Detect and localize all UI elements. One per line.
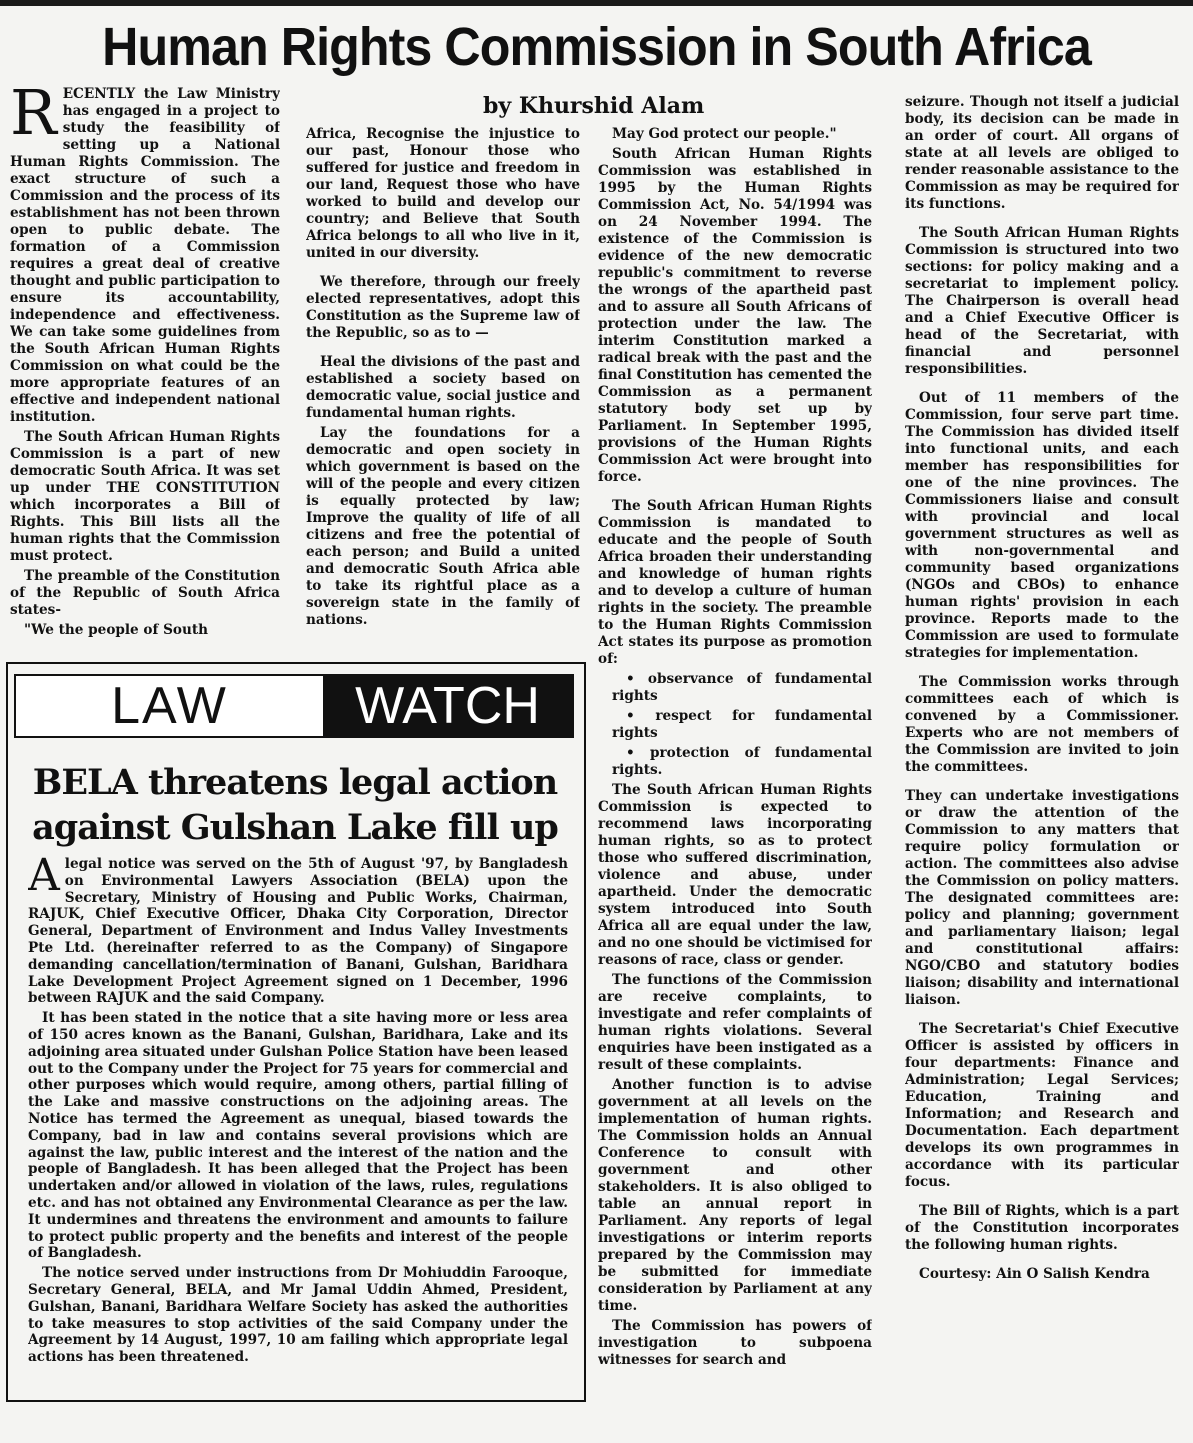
- drop-cap: A: [28, 856, 60, 901]
- paragraph: The South African Human Rights Commission is mandated to educate and the people of South Africa broaden their understanding and knowledge of human rights and to develop a culture of human rights in the society. The preamble to the Human Rights Commission Act states its purpose as promotion of:: [598, 498, 872, 667]
- paragraph: seizure. Though not itself a judicial body, its decision can be made in an order of court. All organs of state at all levels are obliged to render reasonable assistance to the Commission as may be required for its functions.: [905, 94, 1179, 212]
- bela-article: [28, 856, 568, 1396]
- paragraph: "We the people of South: [24, 622, 209, 638]
- paragraph: The notice served under instructions from Dr Mohiuddin Farooque, Secretary General, BELA, and Mr Jamal Uddin Ahmed, President, Gulshan, Banani, Baridhara Welfare Society has asked the authorities to take measures to stop activities of the said Company under the Agreement by 14 August, 1997, 10 am failing which appropriate legal actions has been threatened.: [28, 1265, 568, 1366]
- paragraph: RECENTLY the Law Ministry has engaged in a project to study the feasibility of setting up a National Human Rights Commission. The exact structure of such a Commission and the process of its establishment has not been thrown open to public debate. The formation of a Commission requires a great deal of creative thought and public participation to ensure its accountability, independence and effectiveness. We can take some guidelines from the South African Human Rights Commission on what could be the more appropriate features of an effective and independent national institution.: [10, 86, 280, 425]
- watch-label: WATCH: [323, 676, 572, 736]
- paragraph: It has been stated in the notice that a site having more or less area of 150 acres known as the Banani, Gulshan, Baridhara, Lake and its adjoining area situated under Gulshan Police Station have been leased out to the Company under the Project for 75 years for commercial and other purposes which would require, among others, partial filling of the Lake and massive constructions on the adjoining areas. The Notice has termed the Agreement as unequal, biased towards the Company, bad in law and contains several provisions which are against the law, public interest and the interest of the nation and the people of Bangladesh. It has been alleged that the Project has been undertaken and/or allowed in violation of the laws, rules, regulations etc. and has not obtained any Environmental Clearance as per the law. It undermines and threatens the environment and amounts to failure to protect public property and the benefits and interest of the people of Bangladesh.: [28, 1010, 568, 1262]
- paragraph: South African Human Rights Commission was established in 1995 by the Human Rights Commission Act, No. 54/1994 was on 24 November 1994. The existence of the Commission is evidence of the new democratic republic's commitment to reverse the wrongs of the apartheid past and to assure all South Africans of protection under the law. The interim Constitution marked a radical break with the past and the final Constitution has cemented the Commission as a permanent statutory body set up by Parliament. In September 1995, provisions of the Human Rights Commission Act were brought into force.: [598, 146, 872, 485]
- headline: Human Rights Commission in South Africa: [102, 17, 1091, 77]
- courtesy-credit: Courtesy: Ain O Salish Kendra: [919, 1266, 1150, 1282]
- paragraph: The Secretariat's Chief Executive Officer is assisted by officers in four departments: Finance and Administration; Legal Services; Education, Training and Information; and Research and Documentation. Each department develops its own programmes in accordance with its particular focus.: [905, 1021, 1179, 1190]
- bela-headline: BELA threatens legal action against Gulshan Lake fill up: [32, 762, 558, 848]
- article-column-2: [306, 126, 580, 658]
- bullet-item: • respect for fundamental rights: [612, 708, 872, 741]
- paragraph: They can undertake investigations or draw the attention of the Commission to any matters that require policy formulation or action. The committees also advise the Commission on policy matters. The designated committees are: policy and planning; government and parliamentary liaison; legal and constitutional affairs: NGO/CBO and statutory bodies liaison; disability and international liaison.: [905, 788, 1179, 1008]
- article-column-1: [10, 86, 280, 656]
- paragraph: Another function is to advise government at all levels on the implementation of human rights. The Commission holds an Annual Conference to consult with government and other stakeholders. It is also obliged to table an annual report in Parliament. Any reports of legal investigations or interim reports prepared by the Commission may be submitted for immediate consideration by Parliament at any time.: [598, 1077, 872, 1314]
- paragraph: The South African Human Rights Commission is a part of new democratic South Africa. It was set up under THE CONSTITUTION which incorporates a Bill of Rights. This Bill lists all the human rights that the Commission must protect.: [10, 429, 280, 564]
- article-column-3: [598, 126, 872, 1416]
- byline: by Khurshid Alam: [483, 93, 705, 119]
- article-column-4: [905, 94, 1179, 1416]
- top-rule: [0, 0, 1193, 6]
- law-label: LAW: [16, 676, 323, 736]
- paragraph: The functions of the Commission are receive complaints, to investigate and refer complaints of human rights violations. Several enquiries have been instigated as a result of these complaints.: [598, 972, 872, 1073]
- paragraph: The preamble of the Constitution of the Republic of South Africa states-: [10, 568, 280, 618]
- drop-cap: R: [10, 86, 57, 149]
- paragraph: We therefore, through our freely elected representatives, adopt this Constitution as the Supreme law of the Republic, so as to —: [306, 274, 580, 341]
- paragraph: The Commission has powers of investigation to subpoena witnesses for search and: [598, 1318, 872, 1368]
- paragraph: The Bill of Rights, which is a part of the Constitution incorporates the following human rights.: [905, 1203, 1179, 1253]
- bullet-item: • protection of fundamental rights.: [612, 745, 872, 778]
- paragraph: Africa, Recognise the injustice to our past, Honour those who suffered for justice and freedom in our land, Request those who have worked to build and develop our country; and Believe that South Africa belongs to all who live in it, united in our diversity.: [306, 126, 580, 261]
- law-watch-banner: [14, 674, 574, 738]
- paragraph: Alegal notice was served on the 5th of August '97, by Bangladesh on Environmental Lawyers Association (BELA) upon the Secretary, Ministry of Housing and Public Works, Chairman, RAJUK, Chief Executive Officer, Dhaka City Corporation, Director General, Department of Environment and Indus Valley Investments Pte Ltd. (hereinafter referred to as the Company) of Singapore demanding cancellation/termination of Banani, Gulshan, Baridhara Lake Development Project Agreement signed on 1 December, 1996 between RAJUK and the said Company.: [28, 856, 568, 1007]
- paragraph: The Commission works through committees each of which is convened by a Commissioner. Experts who are not members of the Commission are invited to join the committees.: [905, 674, 1179, 775]
- paragraph: May God protect our people.": [612, 126, 837, 142]
- paragraph: The South African Human Rights Commission is structured into two sections: for policy making and a secretariat to implement policy. The Chairperson is overall head and a Chief Executive Officer is head of the Secretariat, with financial and personnel responsibilities.: [905, 225, 1179, 377]
- paragraph: Out of 11 members of the Commission, four serve part time. The Commission has divided itself into functional units, and each member has responsibilities for one of the nine provinces. The Commissioners liaise and consult with provincial and local government structures as well as with non-governmental and community based organizations (NGOs and CBOs) to enhance human rights' provision in each province. Reports made to the Commission are used to formulate strategies for implementation.: [905, 390, 1179, 661]
- paragraph: Lay the foundations for a democratic and open society in which government is based on the will of the people and every citizen is equally protected by law; Improve the quality of life of all citizens and free the potential of each person; and Build a united and democratic South Africa able to take its rightful place as a sovereign state in the family of nations.: [306, 425, 580, 628]
- paragraph: Heal the divisions of the past and established a society based on democratic value, social justice and fundamental human rights.: [306, 354, 580, 421]
- paragraph: The South African Human Rights Commission is expected to recommend laws incorporating human rights, so as to protect those who suffered discrimination, violence and abuse, under apartheid. Under the democratic system introduced into South Africa all are equal under the law, and no one should be victimised for reasons of race, class or gender.: [598, 782, 872, 968]
- bullet-item: • observance of fundamental rights: [612, 671, 872, 704]
